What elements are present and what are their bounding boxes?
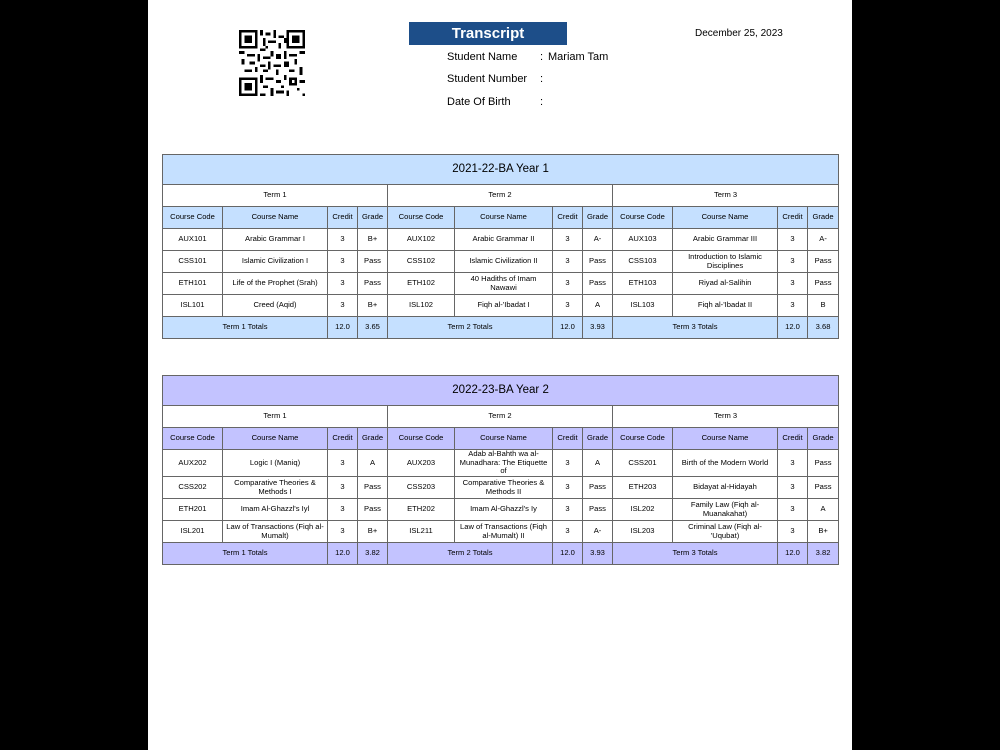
course-credit-cell: 3	[328, 273, 358, 295]
term-total-label: Term 1 Totals	[163, 317, 328, 339]
column-header-grade: Grade	[808, 428, 839, 450]
term-total-gpa: 3.82	[808, 543, 839, 565]
totals-row	[163, 543, 839, 565]
column-header-credit: Credit	[553, 428, 583, 450]
course-code-cell: ISL102	[388, 295, 455, 317]
course-code-cell: ETH203	[613, 477, 673, 499]
term-total-label: Term 1 Totals	[163, 543, 328, 565]
course-name-cell: Law of Transactions (Fiqh al-Mumalt) II	[455, 521, 553, 543]
column-header-grade: Grade	[358, 428, 388, 450]
term-header-row	[163, 406, 839, 428]
term-total-label: Term 2 Totals	[388, 317, 553, 339]
course-credit-cell: 3	[328, 450, 358, 477]
term-title: Term 1	[163, 185, 388, 207]
term-title: Term 2	[388, 406, 613, 428]
course-name-cell: Life of the Prophet (Srah)	[223, 273, 328, 295]
course-grade-cell: A-	[583, 229, 613, 251]
qr-code-icon	[239, 30, 305, 96]
course-grade-cell: B+	[358, 521, 388, 543]
course-name-cell: Birth of the Modern World	[673, 450, 778, 477]
course-grade-cell: Pass	[583, 273, 613, 295]
course-grade-cell: A	[583, 450, 613, 477]
course-grade-cell: Pass	[358, 251, 388, 273]
field-label: Date Of Birth	[447, 96, 511, 108]
term-total-gpa: 3.65	[358, 317, 388, 339]
course-name-cell: Adab al-Bahth wa al-Munadhara: The Etiquette of	[455, 450, 553, 477]
course-credit-cell: 3	[553, 450, 583, 477]
course-credit-cell: 3	[778, 499, 808, 521]
column-header-name: Course Name	[223, 428, 328, 450]
course-name-cell: Fiqh al-'Ibadat I	[455, 295, 553, 317]
course-grade-cell: Pass	[583, 499, 613, 521]
field-colon: :	[540, 96, 544, 108]
transcript-table	[162, 375, 839, 565]
course-code-cell: CSS101	[163, 251, 223, 273]
column-header-name: Course Name	[223, 207, 328, 229]
column-header-row	[163, 207, 839, 229]
term-total-label: Term 2 Totals	[388, 543, 553, 565]
course-credit-cell: 3	[778, 251, 808, 273]
course-credit-cell: 3	[778, 450, 808, 477]
year-2-block	[162, 375, 838, 565]
course-credit-cell: 3	[553, 295, 583, 317]
column-header-code: Course Code	[388, 207, 455, 229]
course-name-cell: Arabic Grammar I	[223, 229, 328, 251]
course-grade-cell: A-	[583, 521, 613, 543]
term-total-credit: 12.0	[778, 317, 808, 339]
year-title: 2022-23-BA Year 2	[163, 376, 839, 406]
term-total-label: Term 3 Totals	[613, 543, 778, 565]
course-credit-cell: 3	[553, 477, 583, 499]
course-credit-cell: 3	[778, 229, 808, 251]
course-grade-cell: Pass	[808, 450, 839, 477]
column-header-credit: Credit	[778, 428, 808, 450]
column-header-grade: Grade	[583, 207, 613, 229]
course-name-cell: Bidayat al-Hidayah	[673, 477, 778, 499]
term-total-gpa: 3.82	[358, 543, 388, 565]
course-code-cell: ETH101	[163, 273, 223, 295]
column-header-credit: Credit	[328, 207, 358, 229]
course-name-cell: Arabic Grammar III	[673, 229, 778, 251]
table-row	[163, 295, 839, 317]
term-total-label: Term 3 Totals	[613, 317, 778, 339]
course-grade-cell: B+	[358, 229, 388, 251]
transcript-page	[148, 0, 852, 750]
term-total-gpa: 3.93	[583, 317, 613, 339]
field-colon: :	[540, 73, 544, 85]
field-label: Student Name	[447, 51, 518, 63]
course-code-cell: ISL211	[388, 521, 455, 543]
transcript-table	[162, 154, 839, 339]
course-grade-cell: Pass	[358, 499, 388, 521]
course-name-cell: Criminal Law (Fiqh al-'Uqubat)	[673, 521, 778, 543]
course-code-cell: CSS202	[163, 477, 223, 499]
table-row	[163, 499, 839, 521]
table-row	[163, 251, 839, 273]
course-name-cell: Riyad al-Salihin	[673, 273, 778, 295]
course-grade-cell: A-	[808, 229, 839, 251]
course-credit-cell: 3	[328, 229, 358, 251]
course-name-cell: Law of Transactions (Fiqh al-Mumalt)	[223, 521, 328, 543]
course-name-cell: Introduction to Islamic Disciplines	[673, 251, 778, 273]
course-grade-cell: Pass	[808, 477, 839, 499]
course-credit-cell: 3	[553, 521, 583, 543]
course-grade-cell: Pass	[583, 477, 613, 499]
course-credit-cell: 3	[553, 229, 583, 251]
year-title: 2021-22-BA Year 1	[163, 155, 839, 185]
course-code-cell: AUX102	[388, 229, 455, 251]
course-credit-cell: 3	[778, 295, 808, 317]
course-credit-cell: 3	[328, 499, 358, 521]
column-header-code: Course Code	[613, 428, 673, 450]
column-header-name: Course Name	[455, 428, 553, 450]
column-header-row	[163, 428, 839, 450]
table-row	[163, 450, 839, 477]
course-grade-cell: Pass	[358, 477, 388, 499]
course-code-cell: ISL103	[613, 295, 673, 317]
course-code-cell: CSS102	[388, 251, 455, 273]
course-name-cell: Imam Al-Ghazzl's Iyl	[223, 499, 328, 521]
term-title: Term 1	[163, 406, 388, 428]
course-code-cell: AUX103	[613, 229, 673, 251]
course-grade-cell: Pass	[808, 251, 839, 273]
course-credit-cell: 3	[778, 521, 808, 543]
term-title: Term 3	[613, 406, 839, 428]
course-grade-cell: Pass	[358, 273, 388, 295]
term-total-credit: 12.0	[328, 317, 358, 339]
column-header-code: Course Code	[388, 428, 455, 450]
course-grade-cell: A	[808, 499, 839, 521]
term-total-credit: 12.0	[328, 543, 358, 565]
course-name-cell: Islamic Civilization II	[455, 251, 553, 273]
term-total-credit: 12.0	[553, 543, 583, 565]
column-header-grade: Grade	[583, 428, 613, 450]
document-title: Transcript	[409, 22, 567, 45]
course-code-cell: AUX203	[388, 450, 455, 477]
course-name-cell: Logic I (Maniq)	[223, 450, 328, 477]
course-grade-cell: Pass	[808, 273, 839, 295]
course-code-cell: ISL203	[613, 521, 673, 543]
document-date: December 25, 2023	[695, 28, 783, 39]
column-header-code: Course Code	[163, 428, 223, 450]
column-header-credit: Credit	[553, 207, 583, 229]
course-code-cell: AUX202	[163, 450, 223, 477]
course-credit-cell: 3	[778, 477, 808, 499]
course-code-cell: AUX101	[163, 229, 223, 251]
course-code-cell: ISL202	[613, 499, 673, 521]
table-row	[163, 477, 839, 499]
course-credit-cell: 3	[328, 521, 358, 543]
course-code-cell: ETH202	[388, 499, 455, 521]
course-grade-cell: B	[808, 295, 839, 317]
course-name-cell: Imam Al-Ghazzl's Iy	[455, 499, 553, 521]
course-name-cell: Comparative Theories & Methods II	[455, 477, 553, 499]
column-header-grade: Grade	[808, 207, 839, 229]
term-header-row	[163, 185, 839, 207]
term-title: Term 3	[613, 185, 839, 207]
course-grade-cell: B+	[358, 295, 388, 317]
field-label: Student Number	[447, 73, 528, 85]
table-row	[163, 229, 839, 251]
course-code-cell: ETH103	[613, 273, 673, 295]
course-name-cell: Fiqh al-'Ibadat II	[673, 295, 778, 317]
term-total-gpa: 3.93	[583, 543, 613, 565]
course-code-cell: ETH102	[388, 273, 455, 295]
course-credit-cell: 3	[328, 295, 358, 317]
course-grade-cell: Pass	[583, 251, 613, 273]
student-name-value: Mariam Tam	[548, 51, 609, 63]
year-1-block	[162, 154, 838, 339]
table-row	[163, 273, 839, 295]
course-code-cell: ISL201	[163, 521, 223, 543]
field-colon: :	[540, 51, 544, 63]
date-of-birth-row	[447, 96, 544, 108]
column-header-name: Course Name	[673, 207, 778, 229]
column-header-code: Course Code	[163, 207, 223, 229]
course-code-cell: ETH201	[163, 499, 223, 521]
column-header-name: Course Name	[673, 428, 778, 450]
column-header-credit: Credit	[778, 207, 808, 229]
term-total-credit: 12.0	[553, 317, 583, 339]
term-total-gpa: 3.68	[808, 317, 839, 339]
column-header-name: Course Name	[455, 207, 553, 229]
course-credit-cell: 3	[328, 477, 358, 499]
course-credit-cell: 3	[328, 251, 358, 273]
totals-row	[163, 317, 839, 339]
course-credit-cell: 3	[553, 499, 583, 521]
course-code-cell: CSS203	[388, 477, 455, 499]
course-name-cell: Creed (Aqid)	[223, 295, 328, 317]
course-name-cell: 40 Hadiths of Imam Nawawi	[455, 273, 553, 295]
course-grade-cell: A	[358, 450, 388, 477]
course-grade-cell: A	[583, 295, 613, 317]
student-name-row	[447, 51, 609, 63]
term-total-credit: 12.0	[778, 543, 808, 565]
course-credit-cell: 3	[553, 251, 583, 273]
course-credit-cell: 3	[553, 273, 583, 295]
course-code-cell: ISL101	[163, 295, 223, 317]
column-header-grade: Grade	[358, 207, 388, 229]
column-header-code: Course Code	[613, 207, 673, 229]
student-number-row	[447, 73, 544, 85]
table-row	[163, 521, 839, 543]
course-credit-cell: 3	[778, 273, 808, 295]
course-name-cell: Islamic Civilization I	[223, 251, 328, 273]
term-title: Term 2	[388, 185, 613, 207]
year-header-row	[163, 376, 839, 406]
year-header-row	[163, 155, 839, 185]
course-code-cell: CSS201	[613, 450, 673, 477]
course-name-cell: Comparative Theories & Methods I	[223, 477, 328, 499]
course-name-cell: Family Law (Fiqh al-Muanakahat)	[673, 499, 778, 521]
column-header-credit: Credit	[328, 428, 358, 450]
course-grade-cell: B+	[808, 521, 839, 543]
course-name-cell: Arabic Grammar II	[455, 229, 553, 251]
course-code-cell: CSS103	[613, 251, 673, 273]
